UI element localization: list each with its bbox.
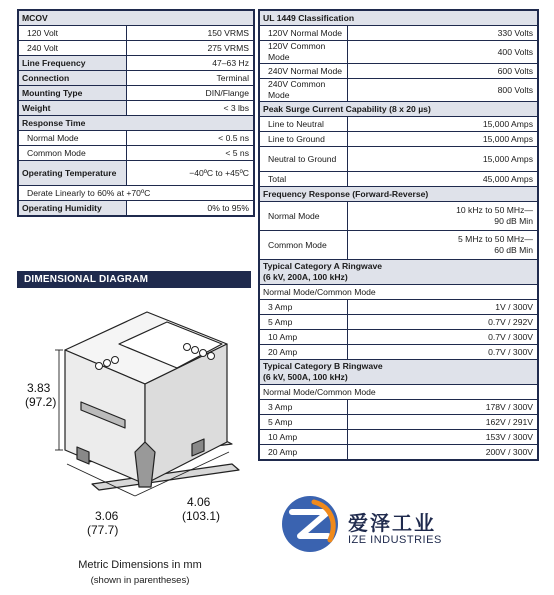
category-b-subheader: Normal Mode/Common Mode: [259, 385, 538, 400]
surge-row-label: Total: [259, 172, 347, 187]
metric-caption: Metric Dimensions in mm: [78, 559, 202, 571]
depth-dim-inches: 3.06: [95, 509, 119, 523]
operating-humidity-label: Operating Humidity: [18, 201, 126, 217]
category-b-header: Typical Category B Ringwave (6 kV, 500A, 100 kHz): [259, 360, 538, 385]
cat-a-row-value: 0.7V / 300V: [347, 345, 538, 360]
category-a-header: Typical Category A Ringwave (6 kV, 200A, 100 kHz): [259, 260, 538, 285]
cat-b-row-value: 153V / 300V: [347, 430, 538, 445]
cat-a-row-value: 1V / 300V: [347, 300, 538, 315]
surge-row-value: 45,000 Amps: [347, 172, 538, 187]
connection-label: Connection: [18, 71, 126, 86]
mounting-type-value: DIN/Flange: [126, 86, 254, 101]
v120-label: 120 Volt: [18, 26, 126, 41]
frequency-response-header: Frequency Response (Forward-Reverse): [259, 187, 538, 202]
cat-b-row-label: 5 Amp: [259, 415, 347, 430]
surge-row-value: 15,000 Amps: [347, 132, 538, 147]
specs-table-left: [17, 9, 255, 217]
ul-row-value: 600 Volts: [347, 64, 538, 79]
operating-humidity-value: 0% to 95%: [126, 201, 254, 217]
cat-a-row-label: 20 Amp: [259, 345, 347, 360]
ul-row-value: 800 Volts: [347, 79, 538, 102]
specs-table-right: [258, 9, 539, 461]
device-drawing: [17, 292, 251, 556]
freq-common-value: 5 MHz to 50 MHz— 60 dB Min: [347, 231, 538, 260]
freq-normal-value: 10 kHz to 50 MHz— 90 dB Min: [347, 202, 538, 231]
ul-classification-header: UL 1449 Classification: [259, 10, 538, 26]
cat-b-row-label: 3 Amp: [259, 400, 347, 415]
freq-normal-label: Normal Mode: [259, 202, 347, 231]
cat-a-row-value: 0.7V / 300V: [347, 330, 538, 345]
surge-row-label: Line to Neutral: [259, 117, 347, 132]
cat-b-row-value: 178V / 300V: [347, 400, 538, 415]
normal-mode-value: < 0.5 ns: [126, 131, 254, 146]
normal-mode-label: Normal Mode: [18, 131, 126, 146]
ize-logo-icon: [278, 492, 342, 556]
weight-value: < 3 lbs: [126, 101, 254, 116]
line-frequency-label: Line Frequency: [18, 56, 126, 71]
mounting-type-label: Mounting Type: [18, 86, 126, 101]
operating-temperature-value: −40ºC to +45ºC: [126, 161, 254, 186]
derate-note: Derate Linearly to 60% at +70ºC: [18, 186, 254, 201]
surge-row-label: Neutral to Ground: [259, 147, 347, 172]
dimensional-diagram-title: DIMENSIONAL DIAGRAM: [17, 271, 251, 288]
logo-chinese-name: 爱泽工业: [348, 513, 436, 535]
cat-b-row-value: 200V / 300V: [347, 445, 538, 461]
cat-a-row-label: 5 Amp: [259, 315, 347, 330]
surge-header: Peak Surge Current Capability (8 x 20 µs): [259, 102, 538, 117]
logo-english-name: IZE INDUSTRIES: [348, 534, 442, 546]
height-dim-mm: (97.2): [25, 395, 57, 409]
operating-temperature-label: Operating Temperature: [18, 161, 126, 186]
width-dim-mm: (103.1): [182, 509, 221, 523]
ul-row-value: 400 Volts: [347, 41, 538, 64]
v240-value: 275 VRMS: [126, 41, 254, 56]
mcov-header: MCOV: [18, 10, 254, 26]
common-mode-label: Common Mode: [18, 146, 126, 161]
parentheses-caption: (shown in parentheses): [90, 575, 190, 586]
response-time-header: Response Time: [18, 116, 254, 131]
surge-row-label: Line to Ground: [259, 132, 347, 147]
height-dim-inches: 3.83: [27, 381, 51, 395]
depth-dim-mm: (77.7): [87, 523, 119, 537]
width-dim-inches: 4.06: [187, 495, 211, 509]
cat-b-row-value: 162V / 291V: [347, 415, 538, 430]
freq-common-label: Common Mode: [259, 231, 347, 260]
weight-label: Weight: [18, 101, 126, 116]
v240-label: 240 Volt: [18, 41, 126, 56]
ul-row-label: 240V Normal Mode: [259, 64, 347, 79]
cat-a-row-label: 3 Amp: [259, 300, 347, 315]
ul-row-label: 120V Normal Mode: [259, 26, 347, 41]
category-a-subheader: Normal Mode/Common Mode: [259, 285, 538, 300]
common-mode-value: < 5 ns: [126, 146, 254, 161]
ul-row-label: 120V Common Mode: [259, 41, 347, 64]
cat-a-row-label: 10 Amp: [259, 330, 347, 345]
cat-b-row-label: 10 Amp: [259, 430, 347, 445]
surge-row-value: 15,000 Amps: [347, 117, 538, 132]
ul-row-value: 330 Volts: [347, 26, 538, 41]
cat-a-row-value: 0.7V / 292V: [347, 315, 538, 330]
ul-row-label: 240V Common Mode: [259, 79, 347, 102]
line-frequency-value: 47–63 Hz: [126, 56, 254, 71]
connection-value: Terminal: [126, 71, 254, 86]
cat-b-row-label: 20 Amp: [259, 445, 347, 461]
mount-tab: [135, 442, 155, 487]
surge-row-value: 15,000 Amps: [347, 147, 538, 172]
v120-value: 150 VRMS: [126, 26, 254, 41]
